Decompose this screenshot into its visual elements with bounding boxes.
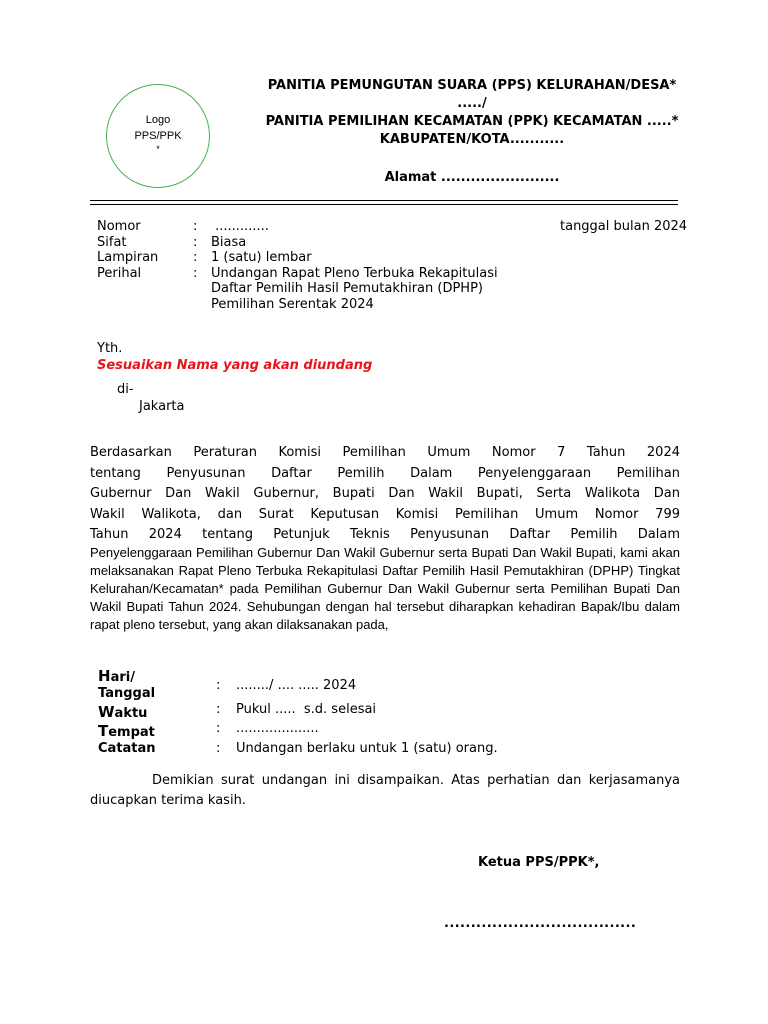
- schedule-colon: :: [216, 702, 221, 717]
- meta-colon: :: [193, 265, 198, 281]
- meta-row-perihal: [97, 266, 533, 313]
- schedule-colon: :: [216, 678, 221, 693]
- closing-paragraph: [90, 771, 680, 811]
- location-city: Jakarta: [139, 399, 185, 414]
- letterhead-line-2: ...../: [457, 96, 487, 111]
- logo-line-1: Logo: [145, 114, 171, 126]
- schedule-label: [98, 704, 216, 722]
- logo-placeholder: [106, 84, 210, 188]
- schedule-colon: :: [216, 721, 221, 736]
- meta-label: Perihal: [97, 265, 142, 281]
- signature-line: ....................................: [444, 916, 637, 931]
- schedule-label: [98, 741, 216, 757]
- logo-line-3: *: [156, 144, 160, 154]
- meta-value: 1 (satu) lembar: [211, 250, 312, 265]
- schedule-row-place: [98, 723, 498, 741]
- meta-colon: :: [193, 234, 198, 250]
- schedule-label-rest: aktu: [114, 706, 148, 721]
- schedule-label-rest: Catatan: [98, 741, 156, 756]
- meta-row-sifat: [97, 235, 533, 251]
- schedule-row-date: [98, 668, 498, 702]
- schedule-label-initial: H: [98, 667, 111, 685]
- location-prefix: di-: [117, 382, 134, 397]
- closing-text: Demikian surat undangan ini disampaikan. Atas perhatian dan kerjasamanya diucapkan terima kasih.: [90, 773, 680, 808]
- letterhead-line-4: KABUPATEN/KOTA...........: [379, 132, 565, 147]
- recipient-block: [97, 341, 372, 374]
- salutation: Yth.: [97, 341, 123, 356]
- schedule-row-note: [98, 741, 498, 757]
- body-line: Gubernur Dan Wakil Gubernur, Bupati Dan Wakil Bupati, Serta Walikota Dan: [90, 486, 680, 501]
- meta-value: Biasa: [211, 234, 247, 250]
- meta-label: Lampiran: [97, 250, 159, 265]
- meta-colon: :: [193, 219, 198, 234]
- schedule-value: Pukul ..... s.d. selesai: [236, 702, 377, 717]
- schedule-row-time: [98, 704, 498, 722]
- schedule-value: ....................: [236, 721, 319, 736]
- logo-line-2: PPS/PPK: [134, 130, 182, 142]
- letterhead-address: Alamat ........................: [384, 170, 560, 185]
- body-line: Wakil Walikota, dan Surat Keputusan Komisi Pemilihan Umum Nomor 799: [90, 506, 680, 522]
- schedule-colon: :: [216, 741, 221, 756]
- header-divider-bottom: [90, 204, 678, 205]
- event-schedule: [98, 668, 498, 757]
- body-line: Berdasarkan Peraturan Komisi Pemilihan Umum Nomor 7 Tahun 2024: [90, 445, 680, 460]
- letter-meta: [97, 219, 533, 312]
- meta-label: Nomor: [97, 219, 141, 234]
- schedule-label-rest: empat: [108, 725, 155, 740]
- body-tail: Penyelenggaraan Pemilihan Gubernur Dan Wakil Gubernur serta Bupati Dan Wakil Bupati, kami akan melaksanakan Rapat Pleno Terbuka Rekapitulasi Daftar Pemilih Hasil Pemutakhiran (DPHP) Tingkat Kelurahan/Kecamatan* pada Pemilihan Gubernur Dan Wakil Gubernur serta Pemilihan Bupati Dan Wakil Bupati Tahun 2024. Sehubungan dengan hal tersebut diharapkan kehadiran Bapak/Ibu dalam rapat pleno tersebut, yang akan dilaksanakan pada,: [90, 545, 680, 632]
- meta-label: Sifat: [97, 234, 127, 250]
- schedule-label-rest: ari/: [110, 670, 135, 685]
- body-paragraph: [90, 443, 680, 634]
- header-divider-top: [90, 200, 678, 201]
- signer-title: Ketua PPS/PPK*,: [478, 855, 600, 870]
- recipient-name: Sesuaikan Nama yang akan diundang: [97, 358, 373, 373]
- meta-row-nomor: [97, 219, 533, 235]
- schedule-label: [98, 723, 216, 741]
- letterhead-line-1: PANITIA PEMUNGUTAN SUARA (PPS) KELURAHAN/DESA*: [267, 78, 677, 93]
- meta-value: .............: [211, 219, 269, 234]
- schedule-value: ......../ .... ..... 2024: [236, 678, 357, 693]
- schedule-value: Undangan berlaku untuk 1 (satu) orang.: [236, 741, 498, 756]
- schedule-label-line2: Tanggal: [98, 686, 156, 701]
- body-line: Tahun 2024 tentang Petunjuk Teknis Penyusunan Daftar Pemilih Dalam: [90, 527, 680, 542]
- meta-colon: :: [193, 250, 198, 265]
- meta-row-lampiran: [97, 250, 533, 266]
- letterhead-line-3: PANITIA PEMILIHAN KECAMATAN (PPK) KECAMATAN .....*: [265, 114, 679, 129]
- letterhead: [220, 77, 724, 187]
- schedule-label-initial: T: [98, 722, 109, 740]
- letter-date: tanggal bulan 2024: [560, 219, 688, 234]
- meta-value: Undangan Rapat Pleno Terbuka Rekapitulasi Daftar Pemilih Hasil Pemutakhiran (DPHP) Pemilihan Serentak 2024: [211, 265, 498, 312]
- schedule-label-initial: W: [98, 703, 115, 721]
- schedule-label: [98, 668, 216, 702]
- body-line: tentang Penyusunan Daftar Pemilih Dalam Penyelenggaraan Pemilihan: [90, 465, 680, 481]
- recipient-location: [97, 382, 184, 415]
